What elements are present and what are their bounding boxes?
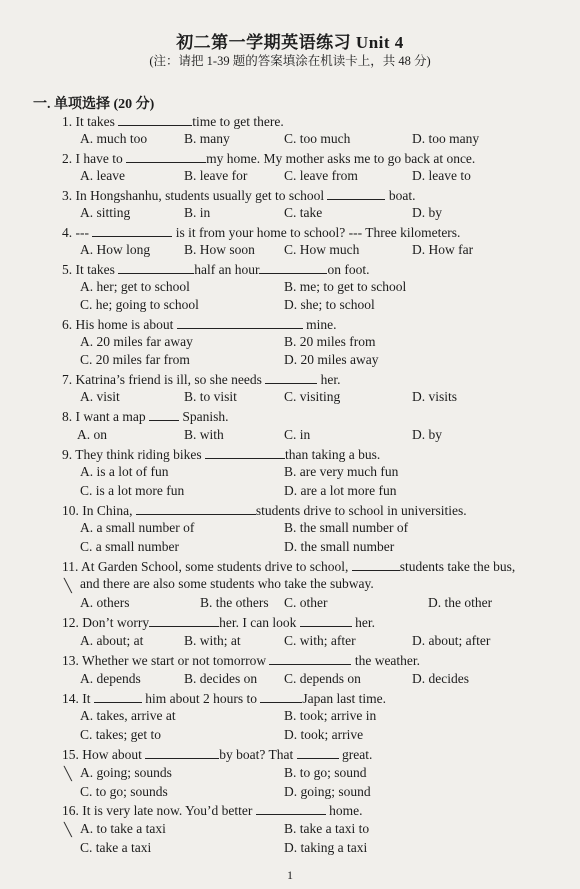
option-12b[interactable]: B. with; at (184, 633, 241, 648)
question-11-continued: and there are also some students who take the subway. (80, 576, 374, 591)
option-13a[interactable]: A. depends (80, 671, 141, 686)
option-13d[interactable]: D. decides (412, 671, 469, 686)
question-7: 7. Katrina’s friend is ill, so she needs her. (62, 372, 341, 387)
option-15a[interactable]: A. going; sounds (80, 765, 172, 780)
option-2a[interactable]: A. leave (80, 168, 125, 183)
option-2d[interactable]: D. leave to (412, 168, 471, 183)
option-11b[interactable]: B. the others (200, 595, 269, 610)
option-16c[interactable]: C. take a taxi (80, 840, 152, 855)
option-4d[interactable]: D. How far (412, 242, 474, 257)
option-3a[interactable]: A. sitting (80, 205, 131, 220)
option-5b[interactable]: B. me; to get to school (284, 279, 407, 294)
option-15b[interactable]: B. to go; sound (284, 765, 367, 780)
option-12c[interactable]: C. with; after (284, 633, 356, 648)
option-11d[interactable]: D. the other (428, 595, 493, 610)
question-9: 9. They think riding bikes than taking a bus. (62, 447, 381, 462)
option-16b[interactable]: B. take a taxi to (284, 821, 370, 836)
question-2: 2. I have to my home. My mother asks me to go back at once. (62, 151, 476, 166)
option-14d[interactable]: D. took; arrive (284, 727, 364, 742)
question-15: 15. How about by boat? That great. (62, 747, 373, 762)
question-14: 14. It him about 2 hours to Japan last time. (62, 691, 386, 706)
option-14b[interactable]: B. took; arrive in (284, 708, 377, 723)
option-11a[interactable]: A. others (80, 595, 130, 610)
option-3b[interactable]: B. in (184, 205, 211, 220)
option-12a[interactable]: A. about; at (80, 633, 144, 648)
question-4: 4. --- is it from your home to school? --- Three kilometers. (62, 225, 461, 240)
option-10a[interactable]: A. a small number of (80, 520, 195, 535)
option-4a[interactable]: A. How long (80, 242, 151, 257)
option-6c[interactable]: C. 20 miles far from (80, 352, 190, 367)
option-8c[interactable]: C. in (284, 427, 311, 442)
option-9d[interactable]: D. are a lot more fun (284, 483, 397, 498)
option-3c[interactable]: C. take (284, 205, 323, 220)
pencil-tick-mark: ╲ (64, 578, 72, 593)
option-16d[interactable]: D. taking a taxi (284, 840, 368, 855)
option-12d[interactable]: D. about; after (412, 633, 491, 648)
option-14a[interactable]: A. takes, arrive at (80, 708, 176, 723)
option-15d[interactable]: D. going; sound (284, 784, 371, 799)
question-5: 5. It takes half an hour on foot. (62, 262, 370, 277)
option-8a[interactable]: A. on (77, 427, 107, 442)
option-11c[interactable]: C. other (284, 595, 328, 610)
pencil-tick-mark: ╲ (64, 766, 72, 781)
option-7b[interactable]: B. to visit (184, 389, 237, 404)
option-5a[interactable]: A. her; get to school (80, 279, 190, 294)
pencil-tick-mark: ╲ (64, 822, 72, 837)
instruction-note: (注：请把 1-39 题的答案填涂在机读卡上，共 48 分) (149, 54, 431, 68)
page-number: 1 (287, 868, 293, 882)
option-14c[interactable]: C. takes; get to (80, 727, 161, 742)
option-5d[interactable]: D. she; to school (284, 297, 375, 312)
option-13c[interactable]: C. depends on (284, 671, 361, 686)
question-16: 16. It is very late now. You’d better home. (62, 803, 363, 818)
option-5c[interactable]: C. he; going to school (80, 297, 199, 312)
section-heading: 一. 单项选择 (20 分) (33, 97, 155, 112)
option-9b[interactable]: B. are very much fun (284, 464, 399, 479)
option-7a[interactable]: A. visit (80, 389, 120, 404)
option-10b[interactable]: B. the small number of (284, 520, 409, 535)
option-3d[interactable]: D. by (412, 205, 442, 220)
page-title: 初二第一学期英语练习 Unit 4 (176, 33, 404, 52)
option-6a[interactable]: A. 20 miles far away (80, 334, 193, 349)
option-10c[interactable]: C. a small number (80, 539, 179, 554)
option-9a[interactable]: A. is a lot of fun (80, 464, 169, 479)
question-10: 10. In China, students drive to school in universities. (62, 503, 467, 518)
option-6b[interactable]: B. 20 miles from (284, 334, 376, 349)
option-2c[interactable]: C. leave from (284, 168, 358, 183)
option-9c[interactable]: C. is a lot more fun (80, 483, 185, 498)
question-8: 8. I want a map Spanish. (62, 409, 229, 424)
option-7c[interactable]: C. visiting (284, 389, 341, 404)
option-15c[interactable]: C. to go; sounds (80, 784, 168, 799)
question-12: 12. Don’t worry her. I can look her. (62, 615, 375, 630)
option-6d[interactable]: D. 20 miles away (284, 352, 379, 367)
option-1b[interactable]: B. many (184, 131, 230, 146)
option-8d[interactable]: D. by (412, 427, 442, 442)
option-4b[interactable]: B. How soon (184, 242, 255, 257)
option-1d[interactable]: D. too many (412, 131, 480, 146)
option-7d[interactable]: D. visits (412, 389, 458, 404)
question-6: 6. His home is about mine. (62, 317, 337, 332)
option-1c[interactable]: C. too much (284, 131, 351, 146)
question-13: 13. Whether we start or not tomorrow the weather. (62, 653, 421, 668)
option-1a[interactable]: A. much too (80, 131, 148, 146)
option-10d[interactable]: D. the small number (284, 539, 395, 554)
option-2b[interactable]: B. leave for (184, 168, 248, 183)
option-4c[interactable]: C. How much (284, 242, 360, 257)
question-1: 1. It takes time to get there. (62, 114, 284, 129)
question-3: 3. In Hongshanhu, students usually get to school boat. (62, 188, 416, 203)
option-8b[interactable]: B. with (184, 427, 224, 442)
option-16a[interactable]: A. to take a taxi (80, 821, 166, 836)
option-13b[interactable]: B. decides on (184, 671, 258, 686)
question-11: 11. At Garden School, some students drive to school, students take the bus, (62, 559, 516, 574)
